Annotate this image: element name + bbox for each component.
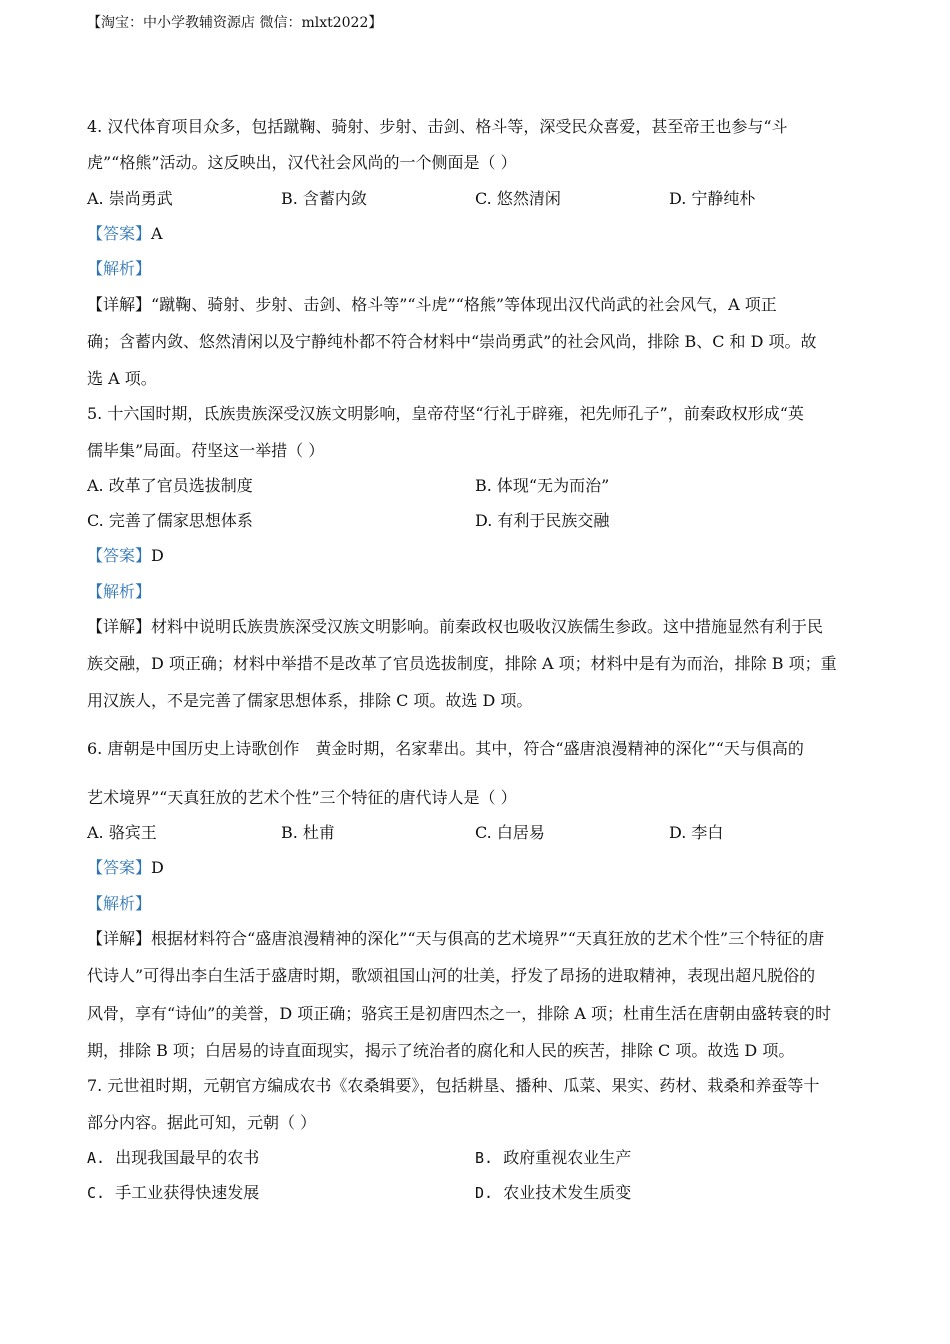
q5-option-a: A. 改革了官员选拔制度: [87, 476, 253, 495]
q4-answer-value: A: [151, 224, 163, 243]
answer-tag: 【答案】: [87, 546, 152, 565]
q7-option-b: [475, 1145, 631, 1168]
q6-detail-line4: 期，排除 B 项；白居易的诗直面现实，揭示了统治者的腐化和人民的疾苦，排除 C 项。故选 D 项。: [87, 1041, 795, 1060]
analysis-tag: 【解析】: [87, 894, 152, 913]
q7-option-c-text: 手工业获得快速发展: [115, 1183, 260, 1202]
q5-option-d: D. 有利于民族交融: [475, 511, 610, 530]
q5-detail-line2: 族交融，D 项正确；材料中举措不是改革了官员选拔制度，排除 A 项；材料中是有为而治，排除 B 项；重: [87, 654, 837, 673]
q4-analysis-line: [87, 256, 151, 279]
q6-analysis-line: [87, 891, 151, 914]
q7-option-a: [87, 1145, 259, 1168]
q4-stem-line1: 4. 汉代体育项目众多，包括蹴鞠、骑射、步射、击剑、格斗等，深受民众喜爱，甚至帝王也参与“斗: [87, 117, 788, 136]
q4-answer-line: [87, 221, 163, 244]
q5-detail-text1: 材料中说明氐族贵族深受汉族文明影响。前秦政权也吸收汉族儒生参政。这中措施显然有利于民: [151, 617, 824, 636]
q6-detail-text1: 根据材料符合“盛唐浪漫精神的深化”“天与俱高的艺术境界”“天真狂放的艺术个性”三个特征的唐: [151, 929, 825, 948]
q5-detail-line3: 用汉族人，不是完善了儒家思想体系，排除 C 项。故选 D 项。: [87, 691, 533, 710]
q6-detail-line1: [87, 926, 824, 949]
q6-option-d: D. 李白: [669, 823, 724, 842]
q5-stem-line2: 儒毕集”局面。苻坚这一举措（ ）: [87, 441, 325, 460]
q4-option-a: A. 崇尚勇武: [87, 189, 173, 208]
q5-analysis-line: [87, 579, 151, 602]
q4-option-b: B. 含蓄内敛: [281, 189, 367, 208]
detail-tag: 【详解】: [87, 929, 152, 948]
q7-option-d-letter: D.: [475, 1184, 494, 1202]
q6-option-a: A. 骆宾王: [87, 823, 157, 842]
q4-option-d: D. 宁静纯朴: [669, 189, 756, 208]
q4-detail-text1: “蹴鞠、骑射、步射、击剑、格斗等”“斗虎”“格熊”等体现出汉代尚武的社会风气，A 项正: [151, 295, 777, 314]
q5-answer-line: [87, 543, 164, 566]
q7-option-c: [87, 1180, 259, 1203]
q6-option-b: B. 杜甫: [281, 823, 335, 842]
q6-option-c: C. 白居易: [475, 823, 545, 842]
q6-answer-line: [87, 855, 164, 878]
q6-stem-line2: 艺术境界”“天真狂放的艺术个性”三个特征的唐代诗人是（ ）: [87, 788, 517, 807]
q5-answer-value: D: [151, 546, 164, 565]
analysis-tag: 【解析】: [87, 582, 152, 601]
q4-detail-line1: [87, 292, 777, 315]
q7-option-d: [475, 1180, 631, 1203]
q7-option-d-text: 农业技术发生质变: [503, 1183, 632, 1202]
analysis-tag: 【解析】: [87, 259, 152, 278]
page-header-watermark: 【淘宝：中小学教辅资源店 微信：mlxt2022】: [87, 15, 383, 31]
q7-option-a-letter: A.: [87, 1149, 106, 1167]
q6-stem-line1: 6. 唐朝是中国历史上诗歌创作 黄金时期，名家辈出。其中，符合“盛唐浪漫精神的深化”“天与俱高的: [87, 739, 804, 758]
q6-detail-line2: 代诗人”可得出李白生活于盛唐时期，歌颂祖国山河的壮美，抒发了昂扬的进取精神，表现出超凡脱俗的: [87, 966, 816, 985]
q5-stem-line1: 5. 十六国时期，氐族贵族深受汉族文明影响，皇帝苻坚“行礼于辟雍，祀先师孔子”，前秦政权形成“英: [87, 404, 804, 423]
q7-option-b-letter: B.: [475, 1149, 494, 1167]
q7-option-c-letter: C.: [87, 1184, 106, 1202]
q4-option-c: C. 悠然清闲: [475, 189, 561, 208]
q4-detail-line3: 选 A 项。: [87, 369, 157, 388]
q7-option-b-text: 政府重视农业生产: [503, 1148, 632, 1167]
q5-detail-line1: [87, 614, 823, 637]
q6-answer-value: D: [151, 858, 164, 877]
answer-tag: 【答案】: [87, 858, 152, 877]
q5-option-b: B. 体现“无为而治”: [475, 476, 610, 495]
q7-stem-line1: 7. 元世祖时期，元朝官方编成农书《农桑辑要》，包括耕垦、播种、瓜菜、果实、药材、栽桑和养蚕等十: [87, 1076, 820, 1095]
answer-tag: 【答案】: [87, 224, 152, 243]
q4-stem-line2: 虎”“格熊”活动。这反映出，汉代社会风尚的一个侧面是（ ）: [87, 153, 517, 172]
detail-tag: 【详解】: [87, 295, 152, 314]
q6-detail-line3: 风骨，享有“诗仙”的美誉，D 项正确；骆宾王是初唐四杰之一，排除 A 项；杜甫生活在唐朝由盛转衰的时: [87, 1004, 832, 1023]
q5-option-c: C. 完善了儒家思想体系: [87, 511, 253, 530]
q7-stem-line2: 部分内容。据此可知，元朝（ ）: [87, 1113, 317, 1132]
q4-detail-line2: 确；含蓄内敛、悠然清闲以及宁静纯朴都不符合材料中“崇尚勇武”的社会风尚，排除 B、C 和 D 项。故: [87, 332, 817, 351]
q7-option-a-text: 出现我国最早的农书: [115, 1148, 260, 1167]
detail-tag: 【详解】: [87, 617, 152, 636]
